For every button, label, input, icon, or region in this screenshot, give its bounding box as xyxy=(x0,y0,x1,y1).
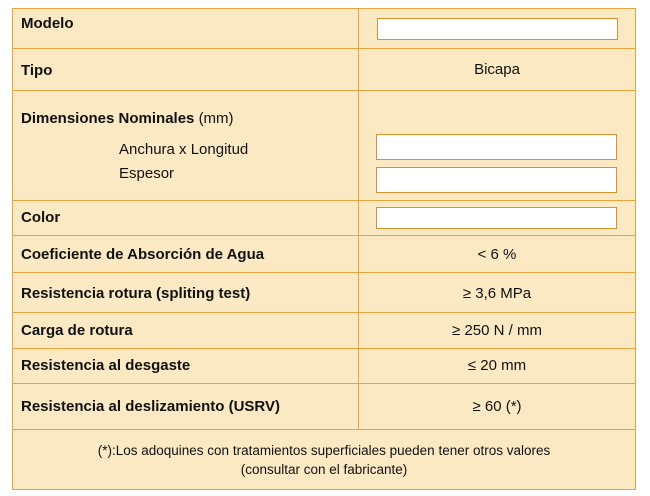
desgaste-label: Resistencia al desgaste xyxy=(21,357,191,374)
footnote-line2: (consultar con el fabricante) xyxy=(240,462,408,477)
carga-rotura-label: Carga de rotura xyxy=(21,322,133,339)
espesor-input[interactable] xyxy=(376,167,617,193)
absorcion-value: < 6 % xyxy=(477,246,517,263)
row-absorcion xyxy=(13,235,635,272)
deslizamiento-value: ≥ 60 (*) xyxy=(472,398,522,415)
row-color xyxy=(13,200,635,235)
dimensiones-unit: (mm) xyxy=(198,110,234,127)
absorcion-label: Coeficiente de Absorción de Agua xyxy=(21,246,265,263)
footnote xyxy=(13,441,635,479)
color-input[interactable] xyxy=(376,207,617,229)
row-desgaste xyxy=(13,348,635,383)
row-carga-rotura xyxy=(13,312,635,348)
row-rotura-spliting xyxy=(13,272,635,312)
deslizamiento-label: Resistencia al deslizamiento (USRV) xyxy=(21,398,280,415)
espesor-label: Espesor xyxy=(119,165,175,182)
rotura-spliting-value: ≥ 3,6 MPa xyxy=(462,285,532,302)
spec-table xyxy=(12,8,636,490)
anchura-longitud-label: Anchura x Longitud xyxy=(119,141,249,158)
row-footnote xyxy=(13,429,635,489)
desgaste-value: ≤ 20 mm xyxy=(467,357,527,374)
carga-rotura-value: ≥ 250 N / mm xyxy=(452,322,542,339)
row-modelo xyxy=(13,9,635,48)
row-tipo xyxy=(13,48,635,90)
row-deslizamiento xyxy=(13,383,635,429)
dimensiones-label: Dimensiones Nominales (mm) xyxy=(21,110,234,127)
tipo-value: Bicapa xyxy=(474,61,520,78)
modelo-input[interactable] xyxy=(377,18,618,40)
tipo-label: Tipo xyxy=(21,62,53,79)
rotura-spliting-label: Resistencia rotura (spliting test) xyxy=(21,285,251,302)
anchura-longitud-input[interactable] xyxy=(376,134,617,160)
modelo-label: Modelo xyxy=(21,15,74,32)
footnote-line1: (*):Los adoquines con tratamientos superficiales pueden tener otros valores xyxy=(97,443,551,458)
row-dimensiones xyxy=(13,90,635,200)
color-label: Color xyxy=(21,209,61,226)
